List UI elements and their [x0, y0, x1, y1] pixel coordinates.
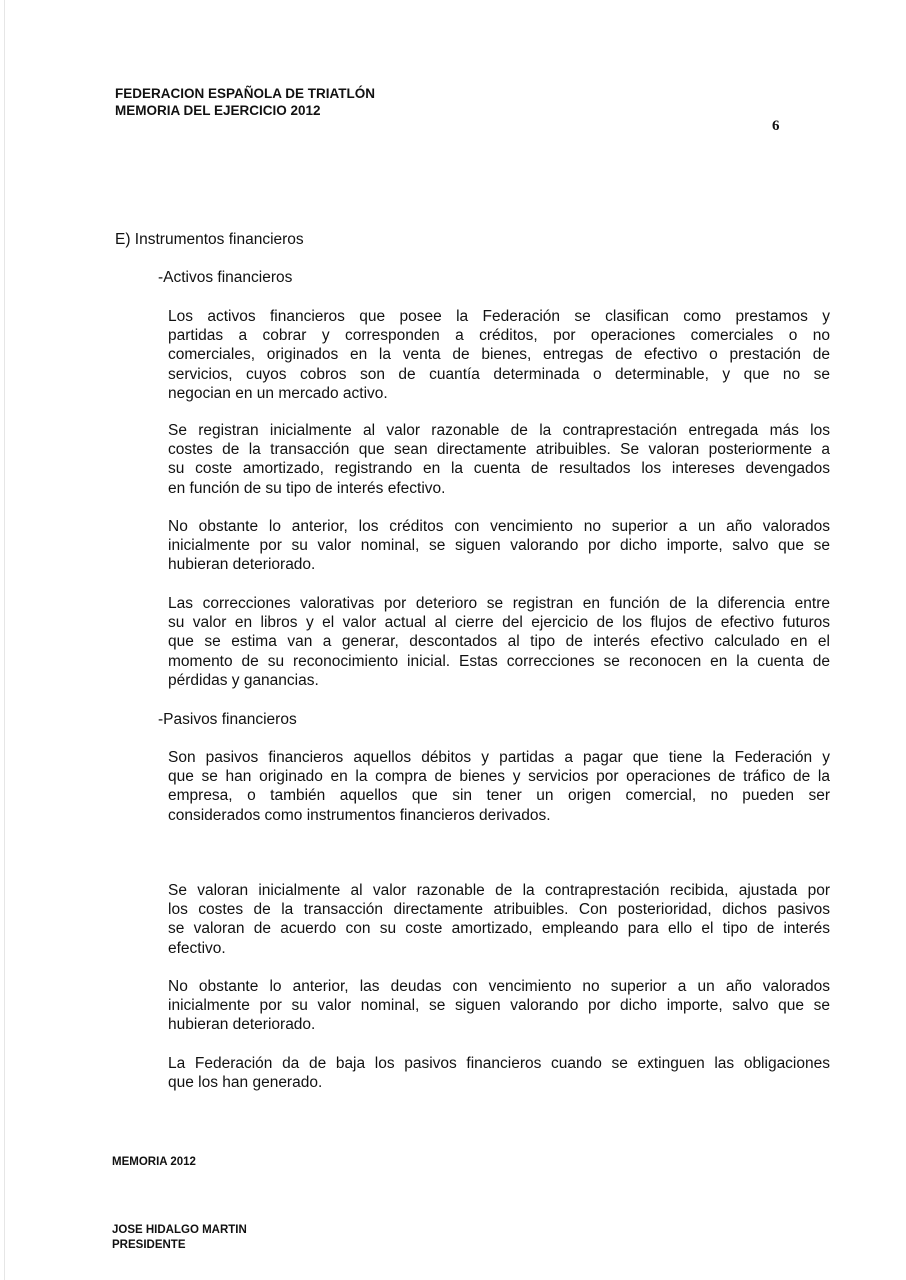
- paragraph-line: hubieran deteriorado.: [168, 556, 316, 574]
- paragraph: [168, 307, 830, 403]
- paragraph-line: hubieran deteriorado.: [168, 1016, 316, 1034]
- subheading-pasivos: -Pasivos financieros: [158, 711, 297, 728]
- paragraph-line: se valoran de acuerdo con su coste amortizado, empleando para ello el tipo de interés: [168, 920, 830, 938]
- header-organization: FEDERACION ESPAÑOLA DE TRIATLÓN: [115, 86, 376, 101]
- paragraph-line: efectivo.: [168, 939, 226, 957]
- footer-memoria: MEMORIA 2012: [112, 1156, 196, 1168]
- paragraph: [168, 977, 830, 1035]
- paragraph: [168, 1054, 830, 1092]
- page-edge-line: [4, 0, 5, 1280]
- paragraph-line: negocian en un mercado activo.: [168, 384, 388, 402]
- paragraph-line: en función de su tipo de interés efectivo.: [168, 479, 446, 497]
- paragraph: [168, 748, 830, 825]
- signatory-role: PRESIDENTE: [112, 1239, 186, 1251]
- paragraph: [168, 517, 830, 575]
- paragraph-line: los costes de la transacción directamente atribuibles. Con posterioridad, dichos pasivos: [168, 901, 830, 919]
- paragraph: [168, 421, 830, 498]
- paragraph-line: empresa, o también aquellos que sin tener un origen comercial, no pueden ser: [168, 787, 830, 805]
- paragraph-line: inicialmente por su valor nominal, se siguen valorando por dicho importe, salvo que se: [168, 997, 830, 1015]
- paragraph: [168, 594, 830, 690]
- paragraph-line: servicios, cuyos cobros son de cuantía determinada o determinable, y que no se: [168, 365, 830, 383]
- paragraph-line: No obstante lo anterior, las deudas con vencimiento no superior a un año valorados: [168, 978, 830, 995]
- paragraph-line: que se han originado en la compra de bienes y servicios por operaciones de tráfico de la: [168, 768, 830, 786]
- paragraph-line: que los han generado.: [168, 1074, 323, 1092]
- paragraph-line: Se valoran inicialmente al valor razonable de la contraprestación recibida, ajustada por: [168, 882, 830, 899]
- paragraph-line: Son pasivos financieros aquellos débitos y partidas a pagar que tiene la Federación y: [168, 749, 830, 766]
- paragraph-line: momento de su reconocimiento inicial. Estas correcciones se reconocen en la cuenta de: [168, 652, 830, 670]
- paragraph-line: Los activos financieros que posee la Federación se clasifican como prestamos y: [168, 308, 830, 325]
- paragraph-line: No obstante lo anterior, los créditos con vencimiento no superior a un año valorados: [168, 518, 830, 535]
- paragraph-line: comerciales, originados en la venta de bienes, entregas de efectivo o prestación de: [168, 346, 830, 364]
- paragraph-line: que se estima van a generar, descontados al tipo de interés efectivo calculado en el: [168, 633, 830, 651]
- paragraph-line: inicialmente por su valor nominal, se siguen valorando por dicho importe, salvo que se: [168, 537, 830, 555]
- page-number: 6: [772, 118, 780, 134]
- paragraph-line: Se registran inicialmente al valor razonable de la contraprestación entregada más los: [168, 422, 830, 439]
- signatory-name: JOSE HIDALGO MARTIN: [112, 1224, 247, 1236]
- paragraph-line: Las correcciones valorativas por deterioro se registran en función de la diferencia entre: [168, 595, 830, 612]
- paragraph-line: costes de la transacción que sean directamente atribuibles. Se valoran posteriormente a: [168, 441, 830, 459]
- paragraph-line: su coste amortizado, registrando en la cuenta de resultados los intereses devengados: [168, 460, 830, 478]
- subheading-activos: -Activos financieros: [158, 269, 293, 286]
- paragraph-line: su valor en libros y el valor actual al cierre del ejercicio de los flujos de efectivo futuros: [168, 614, 830, 632]
- section-title: E) Instrumentos financieros: [115, 231, 304, 248]
- paragraph-line: pérdidas y ganancias.: [168, 671, 319, 689]
- paragraph-line: considerados como instrumentos financieros derivados.: [168, 806, 551, 824]
- paragraph: [168, 881, 830, 958]
- paragraph-line: partidas a cobrar y corresponden a créditos, por operaciones comerciales o no: [168, 327, 830, 345]
- header-report-title: MEMORIA DEL EJERCICIO 2012: [115, 103, 321, 118]
- paragraph-line: La Federación da de baja los pasivos financieros cuando se extinguen las obligaciones: [168, 1055, 830, 1072]
